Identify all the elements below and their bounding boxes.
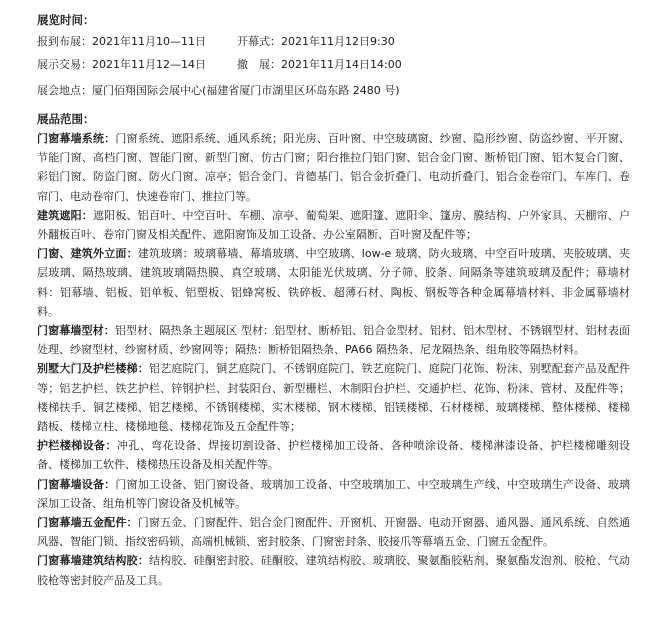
scope-item	[37, 513, 630, 551]
teardown-time: 撤 展：2021年11月14日14:00	[237, 58, 402, 71]
scope-item	[37, 475, 630, 513]
setup-date: 报到布展：2021年11月10—11日	[37, 35, 206, 48]
scope-item	[37, 551, 630, 589]
scope-item	[37, 206, 630, 244]
scope-text: 铝艺庭院门、铜艺庭院门、不锈钢庭院门、铁艺庭院门、庭院门花饰、粉沫、别墅配套产品及配件等；铝艺护栏、铁艺护栏、锌钢护栏、封装阳台、新型栅栏、木制阳台护栏、交通护栏、花饰、粉沫、管材、及配件等；楼梯扶手、铜艺楼梯、铝艺楼梯、不锈钢楼梯、实木楼梯、钢木楼梯、铝镁楼梯、石材楼梯、玻璃楼梯、整体楼梯、楼梯踏板、楼梯立柱、楼梯地毯、楼梯花饰及五金配件等；	[37, 362, 631, 434]
scope-label: 门窗幕墙型材：	[37, 324, 115, 338]
scope-label: 别墅大门及护栏楼梯：	[37, 362, 149, 376]
schedule-row	[37, 30, 630, 53]
scope-item	[37, 129, 630, 206]
scope-label: 门窗幕墙建筑结构胶：	[37, 554, 149, 568]
scope-item	[37, 436, 630, 474]
scope-item	[37, 321, 630, 359]
scope-text: 冲孔、弯花设备、焊接切割设备、护栏楼梯加工设备、各种喷涂设备、楼梯淋漆设备、护栏楼梯雕刻设备、楼梯加工软件、楼梯热压设备及相关配件等。	[37, 439, 631, 472]
scope-label: 门窗、建筑外立面：	[37, 247, 138, 261]
scope-label: 建筑遮阳：	[37, 208, 93, 222]
venue: 展会地点：厦门佰翔国际会展中心(福建省厦门市湖里区环岛东路 2480 号)	[37, 84, 400, 97]
scope-item	[37, 244, 630, 321]
scope-text: 门窗系统、遮阳系统、通风系统；阳光房、百叶窗、中空玻璃窗、纱窗、隐形纱窗、防盗纱窗、平开窗、节能门窗、高档门窗、智能门窗、新型门窗、仿古门窗；阳台推拉门铝门窗、铝合金门窗、断桥铝门窗、铝木复合门窗、彩铝门窗、防盗门窗、防火门窗、凉亭；铝合金门、肯德基门、铝合金折叠门、电动折叠门、铝合金卷帘门、车库门、卷帘门、电动卷帘门、快速卷帘门、推拉门等。	[37, 132, 631, 203]
trade-date: 展示交易：2021年11月12—14日	[37, 58, 206, 71]
scope-label: 护栏楼梯设备：	[37, 439, 117, 453]
scope-text: 遮阳板、铝百叶、中空百叶、车棚、凉亭、葡萄架、遮阳篷、遮阳伞、篷房、膜结构、户外家具、天棚帘、户外翻板百叶、卷帘门窗及相关配件、遮阳窗饰及加工设备、办公室隔断、百叶窗及配件等；	[37, 208, 631, 242]
scope-item	[37, 359, 630, 436]
schedule-row	[37, 53, 630, 76]
scope-label: 门窗幕墙设备：	[37, 477, 116, 491]
opening-time: 开幕式：2021年11月12日9:30	[237, 35, 395, 48]
scope-label: 门窗幕墙五金配件：	[37, 516, 138, 530]
scope-text: 结构胶、硅酮密封胶、硅酮胶、建筑结构胶、玻璃胶、聚氨酯胶粘剂、聚氨酯发泡剂、胶枪、气动胶枪等密封胶产品及工具。	[37, 554, 631, 587]
scope-text: 建筑玻璃：玻璃幕墙、幕墙玻璃、中空玻璃、low-e 玻璃、防火玻璃、中空百叶玻璃、夹胶玻璃、夹层玻璃、隔热玻璃、建筑玻璃隔热膜、真空玻璃、太阳能光伏玻璃、分子筛、胶条、间隔条等建筑玻璃及配件；幕墙材料：铝幕墙、铝板、铝单板、铝塑板、铝蜂窝板、铁碎板、超薄石材、陶板、钢板等各种金属幕墙材料、非金属幕墙材料。	[37, 247, 630, 318]
scope-label: 门窗幕墙系统：	[37, 132, 116, 145]
time-heading: 展览时间：	[37, 13, 95, 27]
scope-text: 铝型材、隔热条主题展区 型材：铝型材、断桥铝、铝合金型材、铝材、铝木型材、不锈钢型材、铝材表面处理、纱窗型材、纱窗材质、纱窗网等；隔热：断桥铝隔热条、PA66 隔热条、尼龙隔热条、组角胶等隔热材料。	[37, 324, 630, 357]
scope-heading: 展品范围：	[37, 112, 95, 126]
scope-text: 门窗加工设备、铝门窗设备、玻璃加工设备、中空玻璃加工、中空玻璃生产线、中空玻璃生产设备、玻璃深加工设备、组角机等门窗设备及机械等。	[37, 477, 631, 510]
scope-text: 门窗五金、门窗配件、铝合金门窗配件、开窗机、开窗器、电动开窗器、通风器、通风系统、自然通风器、智能门锁、指纹密码锁、高端机械锁、密封胶条、门窗密封条、胶接爪等幕墙五金、门窗五金配件。	[37, 516, 631, 549]
